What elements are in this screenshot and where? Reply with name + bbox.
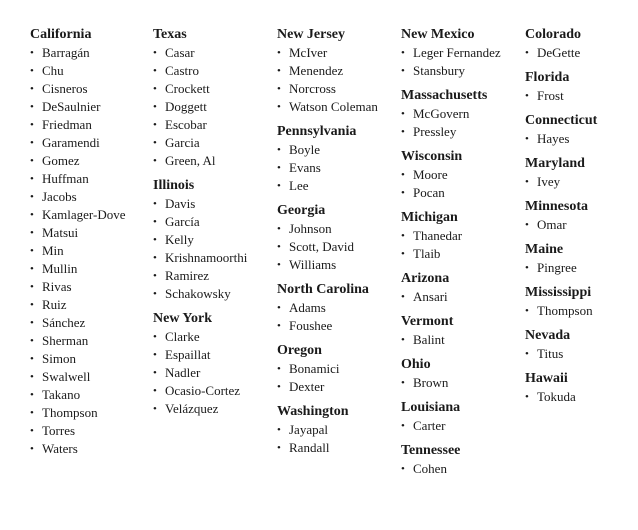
- state-group: [525, 370, 633, 406]
- member-list-item: • Sherman: [30, 332, 148, 350]
- member-list-item: • Frost: [525, 87, 633, 105]
- state-heading: Ohio: [401, 357, 431, 372]
- member-list-item: • McIver: [277, 44, 397, 62]
- member-list-item: • Menendez: [277, 62, 397, 80]
- state-group: [277, 123, 397, 195]
- member-list-item: • Tokuda: [525, 388, 633, 406]
- member-list-item: • Doggett: [153, 98, 273, 116]
- member-list-item: • Cohen: [401, 460, 521, 478]
- state-heading: Massachusetts: [401, 88, 488, 103]
- state-heading: Florida: [525, 70, 570, 85]
- column-1: [30, 26, 148, 465]
- member-list-item: • Garcia: [153, 134, 273, 152]
- state-heading: Tennessee: [401, 443, 461, 458]
- member-list-item: • Escobar: [153, 116, 273, 134]
- member-list-item: • Garamendi: [30, 134, 148, 152]
- state-group: [401, 87, 521, 141]
- column-5: [525, 26, 633, 413]
- member-list: [525, 259, 633, 277]
- state-group: [525, 284, 633, 320]
- member-list-item: • Davis: [153, 195, 273, 213]
- member-list-item: • Stansbury: [401, 62, 521, 80]
- member-list-item: • Cisneros: [30, 80, 148, 98]
- member-list-item: • Castro: [153, 62, 273, 80]
- state-group: [401, 26, 521, 80]
- member-list: [401, 331, 521, 349]
- column-3: [277, 26, 397, 464]
- member-list-item: • Schakowsky: [153, 285, 273, 303]
- member-list-item: • McGovern: [401, 105, 521, 123]
- member-list-item: • Matsui: [30, 224, 148, 242]
- member-list-item: • Espaillat: [153, 346, 273, 364]
- member-list-item: • Thompson: [30, 404, 148, 422]
- state-heading: Arizona: [401, 271, 450, 286]
- state-heading: California: [30, 27, 92, 42]
- state-group: [277, 202, 397, 274]
- member-list-item: • Scott, David: [277, 238, 397, 256]
- state-heading: New Jersey: [277, 27, 346, 42]
- member-list-item: • Velázquez: [153, 400, 273, 418]
- state-heading: Washington: [277, 404, 349, 419]
- member-list: [525, 87, 633, 105]
- state-group: [525, 198, 633, 234]
- member-list: [525, 173, 633, 191]
- member-list: [525, 388, 633, 406]
- state-heading: Connecticut: [525, 113, 598, 128]
- member-list-item: • Pocan: [401, 184, 521, 202]
- member-list-item: • Omar: [525, 216, 633, 234]
- member-list: [525, 345, 633, 363]
- state-group: [401, 148, 521, 202]
- member-list: [30, 44, 148, 458]
- state-group: [401, 399, 521, 435]
- state-heading: Hawaii: [525, 371, 568, 386]
- member-list: [401, 288, 521, 306]
- member-list-item: • Balint: [401, 331, 521, 349]
- member-list: [525, 216, 633, 234]
- member-list: [401, 417, 521, 435]
- member-list: [153, 328, 273, 418]
- state-heading: Maryland: [525, 156, 585, 171]
- member-list: [401, 227, 521, 263]
- member-list: [525, 130, 633, 148]
- member-list: [153, 195, 273, 303]
- member-list-item: • Dexter: [277, 378, 397, 396]
- state-group: [525, 112, 633, 148]
- member-list-item: • Mullin: [30, 260, 148, 278]
- member-list-item: • Titus: [525, 345, 633, 363]
- member-list-item: • Min: [30, 242, 148, 260]
- state-heading: Maine: [525, 242, 564, 257]
- member-list-item: • Evans: [277, 159, 397, 177]
- member-list-item: • Ramirez: [153, 267, 273, 285]
- state-group: [401, 209, 521, 263]
- member-list-item: • DeSaulnier: [30, 98, 148, 116]
- state-group: [525, 155, 633, 191]
- state-group: [401, 356, 521, 392]
- member-list: [153, 44, 273, 170]
- member-list-item: • Jayapal: [277, 421, 397, 439]
- member-list-item: • Thompson: [525, 302, 633, 320]
- member-list-item: • Thanedar: [401, 227, 521, 245]
- member-list-item: • Torres: [30, 422, 148, 440]
- state-heading: Minnesota: [525, 199, 588, 214]
- member-list-item: • Green, Al: [153, 152, 273, 170]
- member-list-item: • Moore: [401, 166, 521, 184]
- member-list-item: • Foushee: [277, 317, 397, 335]
- state-group: [153, 310, 273, 418]
- state-group: [277, 403, 397, 457]
- member-list-item: • Sánchez: [30, 314, 148, 332]
- member-list-item: • Clarke: [153, 328, 273, 346]
- member-list-item: • Leger Fernandez: [401, 44, 521, 62]
- state-group: [401, 270, 521, 306]
- column-2: [153, 26, 273, 425]
- member-list-item: • Ivey: [525, 173, 633, 191]
- member-list-item: • DeGette: [525, 44, 633, 62]
- member-list-item: • Adams: [277, 299, 397, 317]
- state-heading: New York: [153, 311, 212, 326]
- state-heading: New Mexico: [401, 27, 475, 42]
- member-list-item: • Gomez: [30, 152, 148, 170]
- member-list-item: • Casar: [153, 44, 273, 62]
- state-group: [401, 313, 521, 349]
- member-list: [401, 374, 521, 392]
- state-heading: Colorado: [525, 27, 581, 42]
- member-list-item: • García: [153, 213, 273, 231]
- member-list-item: • Boyle: [277, 141, 397, 159]
- member-list-item: • Krishnamoorthi: [153, 249, 273, 267]
- state-group: [277, 26, 397, 116]
- member-list-item: • Brown: [401, 374, 521, 392]
- member-list: [525, 44, 633, 62]
- state-group: [277, 342, 397, 396]
- member-list-item: • Chu: [30, 62, 148, 80]
- member-list-item: • Barragán: [30, 44, 148, 62]
- member-list-item: • Williams: [277, 256, 397, 274]
- state-heading: Texas: [153, 27, 187, 42]
- member-list-item: • Tlaib: [401, 245, 521, 263]
- state-group: [525, 26, 633, 62]
- member-list-item: • Lee: [277, 177, 397, 195]
- state-heading: Michigan: [401, 210, 458, 225]
- member-list-item: • Jacobs: [30, 188, 148, 206]
- state-heading: Pennsylvania: [277, 124, 357, 139]
- member-list: [277, 220, 397, 274]
- state-group: [30, 26, 148, 458]
- member-list: [525, 302, 633, 320]
- member-list: [277, 421, 397, 457]
- state-group: [401, 442, 521, 478]
- member-list-item: • Simon: [30, 350, 148, 368]
- member-list: [277, 44, 397, 116]
- state-heading: Oregon: [277, 343, 322, 358]
- member-list: [401, 166, 521, 202]
- member-list-item: • Pingree: [525, 259, 633, 277]
- member-list-item: • Watson Coleman: [277, 98, 397, 116]
- member-list: [277, 299, 397, 335]
- state-group: [525, 327, 633, 363]
- member-list-item: • Huffman: [30, 170, 148, 188]
- member-list-item: • Hayes: [525, 130, 633, 148]
- state-heading: Illinois: [153, 178, 195, 193]
- member-list-item: • Rivas: [30, 278, 148, 296]
- state-heading: Nevada: [525, 328, 571, 343]
- member-list-item: • Kelly: [153, 231, 273, 249]
- member-list: [277, 360, 397, 396]
- member-list-item: • Crockett: [153, 80, 273, 98]
- member-list: [401, 460, 521, 478]
- member-list-item: • Johnson: [277, 220, 397, 238]
- member-list-item: • Pressley: [401, 123, 521, 141]
- member-list: [401, 105, 521, 141]
- member-list-item: • Ansari: [401, 288, 521, 306]
- member-list: [401, 44, 521, 80]
- state-group: [153, 177, 273, 303]
- member-list-item: • Friedman: [30, 116, 148, 134]
- state-group: [525, 69, 633, 105]
- member-list-item: • Waters: [30, 440, 148, 458]
- state-heading: Mississippi: [525, 285, 592, 300]
- state-heading: Vermont: [401, 314, 454, 329]
- state-heading: Wisconsin: [401, 149, 463, 164]
- state-group: [153, 26, 273, 170]
- member-list-item: • Kamlager-Dove: [30, 206, 148, 224]
- member-list-item: • Ruiz: [30, 296, 148, 314]
- column-4: [401, 26, 521, 485]
- member-list-item: • Randall: [277, 439, 397, 457]
- state-group: [525, 241, 633, 277]
- member-list-item: • Swalwell: [30, 368, 148, 386]
- member-list-item: • Nadler: [153, 364, 273, 382]
- member-list-item: • Takano: [30, 386, 148, 404]
- member-list-item: • Ocasio-Cortez: [153, 382, 273, 400]
- member-list-item: • Bonamici: [277, 360, 397, 378]
- state-heading: Georgia: [277, 203, 326, 218]
- state-heading: Louisiana: [401, 400, 461, 415]
- state-group: [277, 281, 397, 335]
- state-heading: North Carolina: [277, 282, 369, 297]
- member-list-item: • Norcross: [277, 80, 397, 98]
- member-list-item: • Carter: [401, 417, 521, 435]
- member-list: [277, 141, 397, 195]
